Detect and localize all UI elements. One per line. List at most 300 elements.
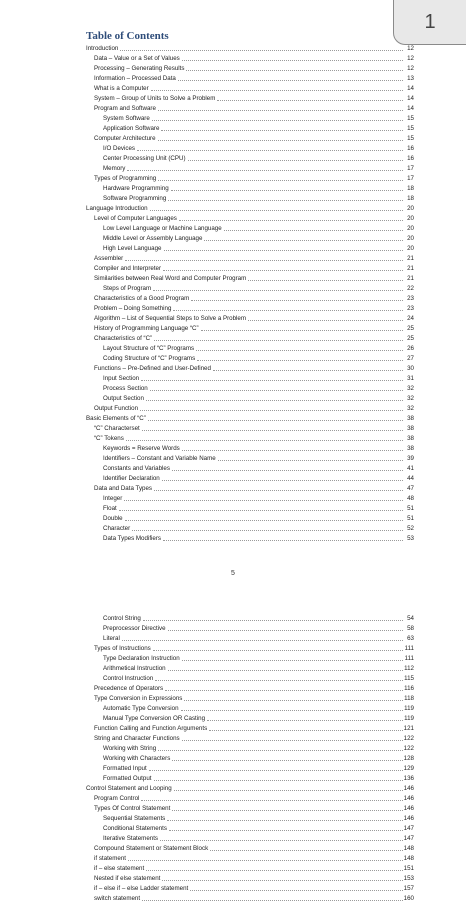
toc-entry-label: Algorithm – List of Sequential Steps to Solve a Problem — [94, 315, 247, 322]
toc-entry[interactable] — [86, 394, 414, 404]
toc-entry-label: Manual Type Conversion OR Casting — [103, 715, 206, 722]
toc-entry[interactable] — [86, 834, 414, 844]
toc-entry[interactable] — [86, 754, 414, 764]
toc-entry-page: 14 — [407, 95, 414, 102]
toc-list-part1 — [86, 44, 414, 544]
toc-entry-label: Preprocessor Directive — [103, 625, 166, 632]
toc-entry-label: Coding Structure of “C” Programs — [103, 355, 196, 362]
toc-entry[interactable] — [86, 384, 414, 394]
toc-entry[interactable] — [86, 264, 414, 274]
toc-entry-label: Conditional Statements — [103, 825, 167, 832]
toc-entry-label: Basic Elements of “C” — [86, 415, 146, 422]
toc-entry-label: Compound Statement or Statement Block — [94, 845, 209, 852]
toc-entry-label: Literal — [103, 635, 120, 642]
toc-entry[interactable] — [86, 44, 414, 54]
toc-entry-page: 147 — [403, 825, 414, 832]
dot-leader — [155, 680, 403, 681]
dot-leader — [160, 840, 403, 841]
toc-entry[interactable] — [86, 424, 414, 434]
toc-entry[interactable] — [86, 734, 414, 744]
toc-entry[interactable] — [86, 274, 414, 284]
toc-entry-label: Working with String — [103, 745, 157, 752]
toc-entry-page: 157 — [403, 885, 414, 892]
toc-entry-page: 153 — [403, 875, 414, 882]
toc-entry-page: 17 — [407, 175, 414, 182]
toc-entry[interactable] — [86, 354, 414, 364]
toc-entry[interactable] — [86, 724, 414, 734]
dot-leader — [218, 460, 403, 461]
toc-entry-label: Data Types Modifiers — [103, 535, 162, 542]
dot-leader — [172, 470, 403, 471]
dot-leader — [154, 340, 403, 341]
toc-entry[interactable] — [86, 364, 414, 374]
toc-entry-page: 51 — [407, 515, 414, 522]
toc-entry[interactable] — [86, 374, 414, 384]
toc-entry[interactable] — [86, 104, 414, 114]
toc-entry[interactable] — [86, 404, 414, 414]
toc-entry-label: Control Statement and Looping — [86, 785, 172, 792]
toc-entry-label: if – else statement — [94, 865, 145, 872]
dot-leader — [140, 410, 403, 411]
toc-entry-page: 129 — [403, 765, 414, 772]
toc-entry-page: 14 — [407, 85, 414, 92]
toc-entry-page: 148 — [403, 845, 414, 852]
toc-entry-page: 20 — [407, 245, 414, 252]
dot-leader — [182, 740, 403, 741]
toc-entry[interactable] — [86, 414, 414, 424]
toc-entry-page: 24 — [407, 315, 414, 322]
toc-entry[interactable] — [86, 624, 414, 634]
toc-entry[interactable] — [86, 744, 414, 754]
toc-entry[interactable] — [86, 794, 414, 804]
toc-entry-label: Introduction — [86, 45, 119, 52]
dot-leader — [162, 480, 403, 481]
dot-leader — [124, 500, 403, 501]
toc-entry-page: 146 — [403, 815, 414, 822]
dot-leader — [128, 860, 403, 861]
toc-entry-page: 39 — [407, 455, 414, 462]
dot-leader — [182, 60, 403, 61]
toc-entry-page: 22 — [407, 285, 414, 292]
toc-entry-label: Identifiers – Constant and Variable Name — [103, 455, 216, 462]
dot-leader — [179, 220, 403, 221]
toc-entry[interactable] — [86, 314, 414, 324]
toc-entry[interactable] — [86, 334, 414, 344]
toc-entry[interactable] — [86, 444, 414, 454]
toc-entry[interactable] — [86, 774, 414, 784]
toc-entry-page: 146 — [403, 805, 414, 812]
toc-entry-label: Data and Data Types — [94, 485, 153, 492]
dot-leader — [120, 50, 403, 51]
dot-leader — [191, 300, 403, 301]
toc-entry-label: Program and Software — [94, 105, 156, 112]
toc-entry[interactable] — [86, 514, 414, 524]
toc-entry-label: Middle Level or Assembly Language — [103, 235, 203, 242]
dot-leader — [141, 800, 402, 801]
toc-entry-page: 13 — [407, 75, 414, 82]
toc-entry-label: Types of Instructions — [94, 645, 151, 652]
toc-entry-page: 32 — [407, 405, 414, 412]
dot-leader — [248, 320, 403, 321]
dot-leader — [196, 350, 403, 351]
dot-leader — [163, 270, 403, 271]
toc-entry[interactable] — [86, 634, 414, 644]
toc-entry-label: “C” Tokens — [94, 435, 124, 442]
dot-leader — [167, 820, 402, 821]
dot-leader — [122, 640, 403, 641]
dot-leader — [168, 670, 403, 671]
dot-leader — [162, 880, 402, 881]
toc-entry-label: Formatted Input — [103, 765, 147, 772]
dot-leader — [150, 210, 403, 211]
toc-entry-page: 25 — [407, 335, 414, 342]
dot-leader — [169, 830, 403, 831]
toc-entry-label: Control String — [103, 615, 141, 622]
toc-entry-page: 122 — [403, 745, 414, 752]
dot-leader — [119, 510, 403, 511]
toc-entry[interactable] — [86, 674, 414, 684]
toc-entry-label: Double — [103, 515, 123, 522]
toc-entry-page: 17 — [407, 165, 414, 172]
toc-entry-page: 41 — [407, 465, 414, 472]
toc-entry[interactable] — [86, 164, 414, 174]
toc-entry-page: 48 — [407, 495, 414, 502]
toc-entry-page: 26 — [407, 345, 414, 352]
toc-entry-page: 44 — [407, 475, 414, 482]
toc-entry-page: 112 — [404, 665, 414, 672]
toc-entry-page: 12 — [407, 55, 414, 62]
toc-entry[interactable] — [86, 804, 414, 814]
toc-entry[interactable] — [86, 74, 414, 84]
toc-entry[interactable] — [86, 224, 414, 234]
toc-entry-page: 21 — [407, 265, 414, 272]
toc-entry-page: 32 — [407, 385, 414, 392]
toc-entry[interactable] — [86, 464, 414, 474]
toc-entry[interactable] — [86, 664, 414, 674]
toc-entry[interactable] — [86, 714, 414, 724]
toc-entry[interactable] — [86, 524, 414, 534]
dot-leader — [154, 780, 403, 781]
toc-entry[interactable] — [86, 284, 414, 294]
toc-entry-page: 21 — [407, 275, 414, 282]
toc-entry-page: 14 — [407, 105, 414, 112]
dot-leader — [127, 170, 403, 171]
toc-entry-label: Type Declaration Instruction — [103, 655, 180, 662]
toc-entry-page: 18 — [407, 195, 414, 202]
toc-entry-label: Center Processing Unit (CPU) — [103, 155, 186, 162]
toc-entry[interactable] — [86, 844, 414, 854]
toc-entry-label: System Software — [103, 115, 150, 122]
toc-entry-page: 38 — [407, 425, 414, 432]
toc-entry[interactable] — [86, 704, 414, 714]
toc-entry-label: switch statement — [94, 895, 141, 902]
dot-leader — [143, 620, 403, 621]
toc-entry-page: 23 — [407, 305, 414, 312]
dot-leader — [248, 280, 403, 281]
toc-entry[interactable] — [86, 344, 414, 354]
toc-entry-page: 111 — [404, 655, 414, 662]
toc-entry-label: Process Section — [103, 385, 148, 392]
toc-entry-page: 58 — [407, 625, 414, 632]
toc-entry-label: Software Programming — [103, 195, 167, 202]
toc-entry-label: Input Section — [103, 375, 140, 382]
dot-leader — [149, 770, 403, 771]
toc-entry-page: 122 — [403, 735, 414, 742]
toc-entry-page: 146 — [403, 795, 414, 802]
toc-entry[interactable] — [86, 864, 414, 874]
dot-leader — [141, 380, 403, 381]
toc-entry-page: 32 — [407, 395, 414, 402]
toc-entry-label: String and Character Functions — [94, 735, 180, 742]
toc-entry-page: 128 — [403, 755, 414, 762]
toc-entry-label: “C” Characterset — [94, 425, 140, 432]
toc-entry-page: 20 — [407, 215, 414, 222]
toc-entry-page: 20 — [407, 235, 414, 242]
toc-entry-label: Memory — [103, 165, 126, 172]
toc-entry-label: Program Control — [94, 795, 140, 802]
toc-entry[interactable] — [86, 174, 414, 184]
dot-leader — [137, 150, 403, 151]
toc-entry[interactable] — [86, 144, 414, 154]
toc-entry-page: 136 — [403, 775, 414, 782]
toc-entry[interactable] — [86, 244, 414, 254]
toc-entry[interactable] — [86, 294, 414, 304]
toc-entry-label: Function Calling and Function Arguments — [94, 725, 208, 732]
dot-leader — [190, 890, 402, 891]
toc-entry-label: Type Conversion in Expressions — [94, 695, 183, 702]
dot-leader — [174, 790, 403, 791]
toc-entry-page: 116 — [404, 685, 414, 692]
toc-entry-page: 21 — [407, 255, 414, 262]
toc-entry-page: 20 — [407, 225, 414, 232]
dot-leader — [207, 720, 403, 721]
dot-leader — [158, 750, 402, 751]
toc-entry-page: 38 — [407, 415, 414, 422]
toc-entry[interactable] — [86, 474, 414, 484]
dot-leader — [125, 520, 403, 521]
toc-entry-label: Precedence of Operators — [94, 685, 164, 692]
toc-entry[interactable] — [86, 484, 414, 494]
toc-entry[interactable] — [86, 504, 414, 514]
toc-entry-label: Control Instruction — [103, 675, 154, 682]
toc-entry[interactable] — [86, 154, 414, 164]
dot-leader — [163, 540, 403, 541]
toc-entry-page: 119 — [404, 715, 414, 722]
toc-entry-page: 63 — [407, 635, 414, 642]
dot-leader — [184, 700, 403, 701]
dot-leader — [197, 360, 403, 361]
dot-leader — [150, 390, 403, 391]
toc-entry-label: Data – Value or a Set of Values — [94, 55, 180, 62]
dot-leader — [161, 130, 403, 131]
toc-entry-label: Integer — [103, 495, 123, 502]
dot-leader — [151, 90, 403, 91]
dot-leader — [152, 120, 403, 121]
toc-entry-page: 31 — [407, 375, 414, 382]
dot-leader — [132, 530, 403, 531]
dot-leader — [158, 110, 403, 111]
toc-entry-label: Problem – Doing Something — [94, 305, 172, 312]
toc-entry-page: 47 — [407, 485, 414, 492]
dot-leader — [224, 230, 403, 231]
toc-entry-label: Output Section — [103, 395, 144, 402]
toc-entry[interactable] — [86, 614, 414, 624]
toc-entry[interactable] — [86, 454, 414, 464]
toc-entry-label: Characteristics of a Good Program — [94, 295, 190, 302]
dot-leader — [172, 810, 402, 811]
toc-entry-label: Application Software — [103, 125, 160, 132]
toc-entry-page: 25 — [407, 325, 414, 332]
toc-entry[interactable] — [86, 824, 414, 834]
toc-entry-label: Steps of Program — [103, 285, 152, 292]
toc-entry-label: Similarities between Real Word and Computer Program — [94, 275, 247, 282]
toc-entry[interactable] — [86, 764, 414, 774]
dot-leader — [153, 650, 403, 651]
toc-entry[interactable] — [86, 134, 414, 144]
toc-entry-label: Working with Characters — [103, 755, 171, 762]
toc-entry[interactable] — [86, 784, 414, 794]
dot-leader — [153, 290, 403, 291]
toc-entry-page: 15 — [407, 115, 414, 122]
toc-entry-label: if statement — [94, 855, 126, 862]
toc-entry[interactable] — [86, 234, 414, 244]
toc-entry-label: Keywords = Reserve Words — [103, 445, 180, 452]
toc-entry-page: 148 — [403, 855, 414, 862]
dot-leader — [165, 690, 403, 691]
toc-entry[interactable] — [86, 814, 414, 824]
toc-entry[interactable] — [86, 644, 414, 654]
toc-entry-page: 121 — [403, 725, 414, 732]
toc-entry-page: 16 — [407, 155, 414, 162]
toc-entry-label: Types of Programming — [94, 175, 157, 182]
toc-entry-label: Automatic Type Conversion — [103, 705, 179, 712]
toc-entry-label: Functions – Pre-Defined and User-Defined — [94, 365, 211, 372]
toc-entry[interactable] — [86, 434, 414, 444]
dot-leader — [142, 430, 403, 431]
page-badge — [393, 0, 466, 45]
toc-entry-page: 27 — [407, 355, 414, 362]
toc-entry[interactable] — [86, 894, 414, 904]
toc-entry[interactable] — [86, 124, 414, 134]
toc-entry[interactable] — [86, 684, 414, 694]
toc-entry-page: 115 — [404, 675, 414, 682]
toc-entry[interactable] — [86, 874, 414, 884]
toc-entry-page: 54 — [407, 615, 414, 622]
toc-entry[interactable] — [86, 84, 414, 94]
dot-leader — [204, 240, 403, 241]
toc-entry[interactable] — [86, 534, 414, 544]
toc-entry-label: Information – Processed Data — [94, 75, 176, 82]
dot-leader — [188, 160, 403, 161]
toc-entry-page: 12 — [407, 45, 414, 52]
toc-entry-page: 38 — [407, 435, 414, 442]
dot-leader — [125, 260, 403, 261]
dot-leader — [146, 870, 402, 871]
toc-entry[interactable] — [86, 884, 414, 894]
toc-entry-page: 160 — [403, 895, 414, 902]
toc-entry-page: 53 — [407, 535, 414, 542]
dot-leader — [126, 440, 403, 441]
dot-leader — [182, 450, 403, 451]
toc-entry-page: 12 — [407, 65, 414, 72]
dot-leader — [142, 900, 403, 901]
toc-entry[interactable] — [86, 64, 414, 74]
toc-entry-page: 52 — [407, 525, 414, 532]
dot-leader — [168, 200, 403, 201]
dot-leader — [158, 140, 403, 141]
toc-title: Table of Contents — [86, 30, 169, 42]
toc-entry[interactable] — [86, 694, 414, 704]
dot-leader — [186, 70, 403, 71]
dot-leader — [146, 400, 403, 401]
toc-entry-label: Layout Structure of “C” Programs — [103, 345, 195, 352]
page-number: 5 — [231, 570, 235, 577]
toc-entry-label: Formatted Output — [103, 775, 152, 782]
toc-entry-page: 151 — [403, 865, 414, 872]
dot-leader — [148, 420, 403, 421]
dot-leader — [217, 100, 403, 101]
toc-entry-label: Iterative Statements — [103, 835, 159, 842]
dot-leader — [181, 710, 403, 711]
toc-entry-label: Constants and Variables — [103, 465, 170, 472]
toc-list-part2 — [86, 614, 414, 904]
toc-entry[interactable] — [86, 494, 414, 504]
dot-leader — [173, 310, 403, 311]
dot-leader — [210, 850, 402, 851]
toc-entry[interactable] — [86, 54, 414, 64]
page-badge-number: 1 — [424, 10, 436, 33]
dot-leader — [164, 250, 404, 251]
toc-entry-label: Low Level Language or Machine Language — [103, 225, 222, 232]
toc-entry-page: 20 — [407, 205, 414, 212]
toc-entry-label: Level of Computer Languages — [94, 215, 177, 222]
toc-entry[interactable] — [86, 324, 414, 334]
dot-leader — [158, 180, 403, 181]
toc-entry[interactable] — [86, 94, 414, 104]
toc-entry-label: Output Function — [94, 405, 139, 412]
dot-leader — [172, 760, 402, 761]
toc-entry-label: What is a Computer — [94, 85, 149, 92]
dot-leader — [213, 370, 403, 371]
toc-entry-page: 146 — [403, 785, 414, 792]
toc-entry-label: Character — [103, 525, 131, 532]
toc-entry[interactable] — [86, 114, 414, 124]
dot-leader — [171, 190, 403, 191]
toc-entry-label: Processing – Generating Results — [94, 65, 185, 72]
toc-entry[interactable] — [86, 854, 414, 864]
toc-entry-label: Types Of Control Statement — [94, 805, 171, 812]
toc-entry[interactable] — [86, 194, 414, 204]
toc-entry[interactable] — [86, 304, 414, 314]
toc-entry[interactable] — [86, 184, 414, 194]
toc-entry-label: Arithmetical Instruction — [103, 665, 166, 672]
toc-entry-page: 118 — [404, 695, 414, 702]
toc-entry-label: Float — [103, 505, 117, 512]
dot-leader — [154, 490, 403, 491]
toc-entry[interactable] — [86, 254, 414, 264]
toc-entry-page: 111 — [404, 645, 414, 652]
dot-leader — [182, 660, 403, 661]
toc-entry-page: 119 — [404, 705, 414, 712]
toc-entry[interactable] — [86, 204, 414, 214]
toc-entry-label: Language Introduction — [86, 205, 148, 212]
toc-entry-page: 23 — [407, 295, 414, 302]
toc-entry-page: 15 — [407, 135, 414, 142]
toc-entry-page: 15 — [407, 125, 414, 132]
toc-entry-label: Nested if else statement — [94, 875, 161, 882]
toc-entry[interactable] — [86, 654, 414, 664]
toc-entry[interactable] — [86, 214, 414, 224]
